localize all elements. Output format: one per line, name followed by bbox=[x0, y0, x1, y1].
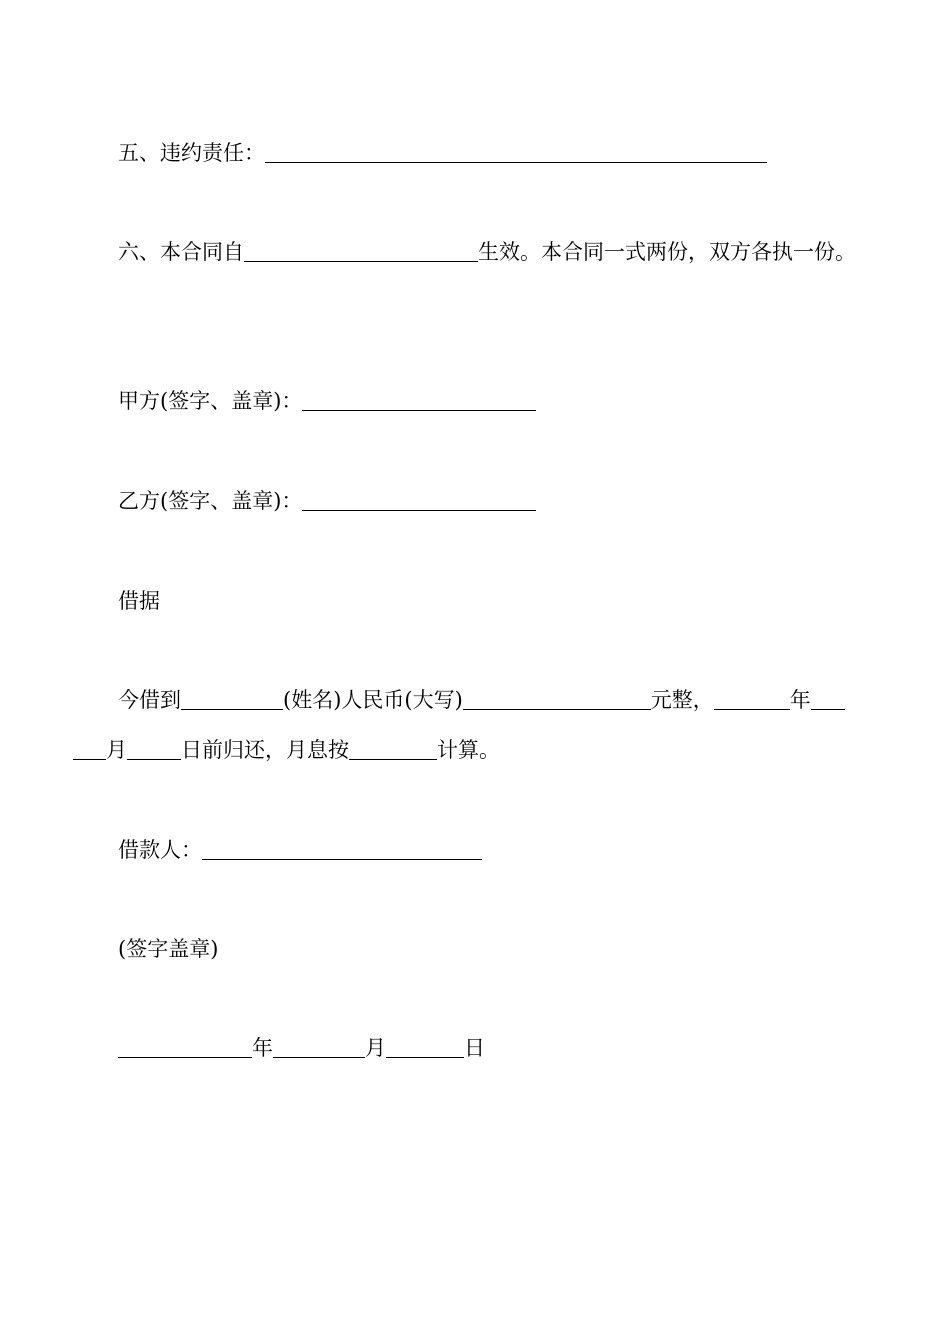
clause-6-line bbox=[118, 239, 856, 265]
receipt-text-7: 计算。 bbox=[437, 738, 500, 762]
receipt-text-4: 年 bbox=[789, 688, 811, 712]
date-month-blank[interactable] bbox=[273, 1037, 365, 1058]
repay-month-blank-part2[interactable] bbox=[73, 739, 106, 760]
party-a-signature-blank[interactable] bbox=[302, 390, 536, 411]
sign-note-line bbox=[118, 936, 218, 962]
lender-name-blank[interactable] bbox=[181, 689, 283, 710]
receipt-text-3: 元整， bbox=[650, 688, 714, 712]
party-a-label: 甲方(签字、盖章)： bbox=[118, 389, 303, 413]
repay-month-blank-part1[interactable] bbox=[811, 689, 845, 710]
date-year-blank[interactable] bbox=[118, 1037, 252, 1058]
party-b-line bbox=[118, 488, 536, 514]
clause-5-label: 五、违约责任： bbox=[118, 141, 265, 165]
date-month-label: 月 bbox=[365, 1036, 386, 1060]
party-a-line bbox=[118, 388, 536, 414]
clause-5-line bbox=[118, 140, 767, 166]
receipt-text-5: 月 bbox=[106, 738, 127, 762]
party-b-label: 乙方(签字、盖章)： bbox=[118, 489, 303, 513]
receipt-title-line bbox=[118, 588, 160, 614]
receipt-text-6: 日前归还，月息按 bbox=[181, 738, 349, 762]
clause-6-prefix: 六、本合同自 bbox=[118, 240, 244, 264]
monthly-interest-blank[interactable] bbox=[349, 739, 437, 760]
receipt-title: 借据 bbox=[118, 589, 160, 613]
effective-date-blank[interactable] bbox=[244, 241, 478, 262]
borrower-signature-blank[interactable] bbox=[202, 839, 482, 860]
repay-day-blank[interactable] bbox=[127, 739, 181, 760]
date-year-label: 年 bbox=[252, 1036, 273, 1060]
borrower-label: 借款人： bbox=[118, 838, 202, 862]
sign-note: (签字盖章) bbox=[118, 937, 219, 961]
repay-year-blank[interactable] bbox=[714, 689, 790, 710]
receipt-text-2: (姓名)人民币(大写) bbox=[283, 688, 463, 712]
clause-6-suffix: 生效。本合同一式两份，双方各执一份。 bbox=[478, 240, 856, 264]
amount-uppercase-blank[interactable] bbox=[463, 689, 651, 710]
date-line bbox=[118, 1035, 485, 1061]
receipt-line-2 bbox=[73, 737, 500, 763]
breach-liability-blank[interactable] bbox=[265, 142, 767, 163]
receipt-text-1: 今借到 bbox=[118, 688, 181, 712]
receipt-line-1 bbox=[118, 687, 845, 713]
date-day-label: 日 bbox=[464, 1036, 485, 1060]
party-b-signature-blank[interactable] bbox=[302, 490, 536, 511]
date-day-blank[interactable] bbox=[386, 1037, 464, 1058]
borrower-line bbox=[118, 837, 482, 863]
